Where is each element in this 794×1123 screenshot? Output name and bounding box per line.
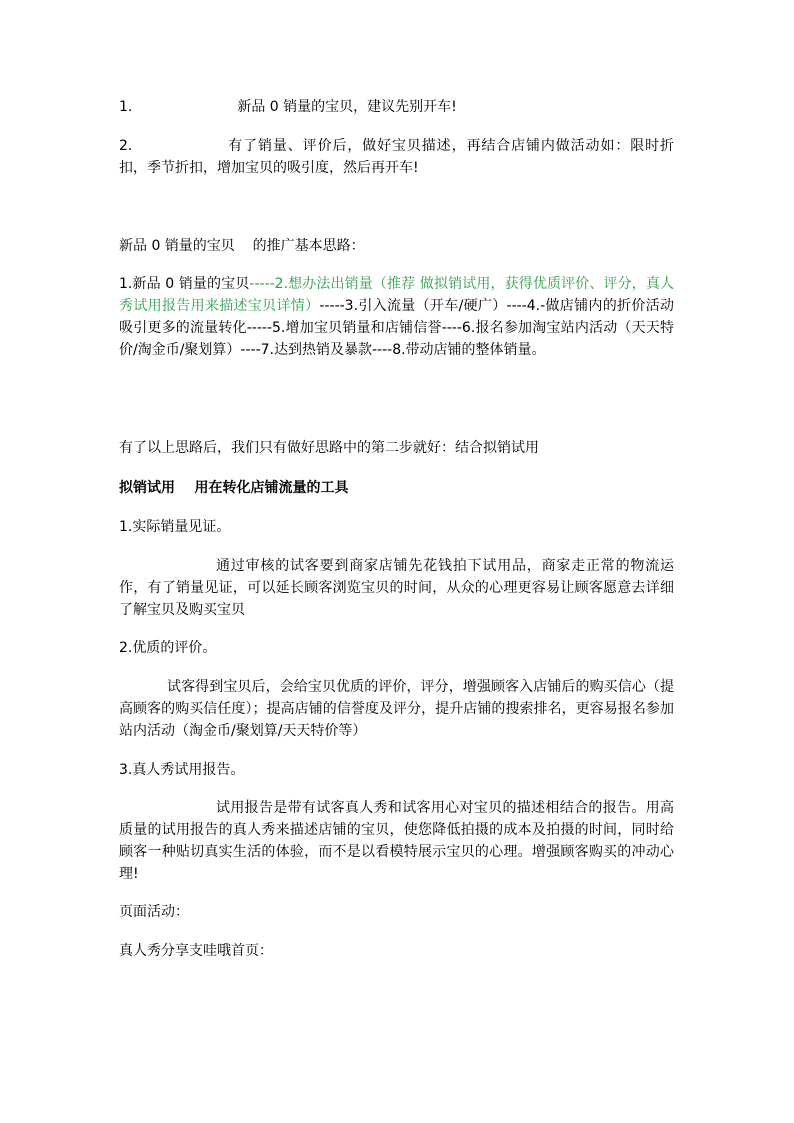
section-1-body: 通过审核的试客要到商家店铺先花钱拍下试用品，商家走正常的物流运作，有了销量见证，可以延长顾客浏览宝贝的时间，从众的心理更容易让顾客愿意去详细了解宝贝及购买宝贝 xyxy=(119,558,674,618)
share-home-label: 真人秀分享支哇哦首页： xyxy=(119,943,273,959)
list-item-1 xyxy=(119,96,674,118)
section-1-heading: 1.实际销量见证。 xyxy=(119,519,231,535)
section-2-body: 试客得到宝贝后，会给宝贝优质的评价，评分，增强顾客入店铺后的购买信心（提高顾客的购买信任度）；提高店铺的信誉度及评分，提升店铺的搜索排名，更容易报名参加站内活动（淘金币/聚划算/天天特价等） xyxy=(119,679,674,739)
approach-steps xyxy=(119,273,674,361)
section-3-body: 试用报告是带有试客真人秀和试客用心对宝贝的描述相结合的报告。用高质量的试用报告的真人秀来描述店铺的宝贝，使您降低拍摄的成本及拍摄的时间，同时给顾客一种贴切真实生活的体验，而不是以看模特展示宝贝的心理。增强顾客购买的冲动心理! xyxy=(119,800,674,882)
section-2-heading: 2.优质的评价。 xyxy=(119,640,217,656)
section-3-heading: 3.真人秀试用报告。 xyxy=(119,762,245,778)
step-part-3: -----3.引入流量（开车/硬广）----4.-做店铺内的折价活动吸引更多的流量转化-----5.增加宝贝销量和店铺信誉----6.报名参加淘宝站内活动（天天特价/淘金币/聚划算）----7.达到热销及暴款----8.带动店铺的整体销量。 xyxy=(119,298,674,358)
step-part-2-highlight: -----2.想办法出销量（推荐 做拟销试用，获得优质评价、评分，真人秀试用报告用来描述宝贝详情） xyxy=(119,276,674,314)
list-number: 1. xyxy=(119,99,133,115)
approach-title: 新品 0 销量的宝贝 的推广基本思路： xyxy=(119,238,365,254)
list-item-2 xyxy=(119,135,674,179)
step-part-1: 1.新品 0 销量的宝贝 xyxy=(119,276,250,292)
conclusion-text: 有了以上思路后，我们只有做好思路中的第二步就好：结合拟销试用 xyxy=(119,440,539,456)
tool-heading: 拟销试用 用在转化店铺流量的工具 xyxy=(119,480,349,496)
list-text: 新品 0 销量的宝贝，建议先别开车! xyxy=(237,99,457,115)
page-activity-label: 页面活动： xyxy=(119,904,189,920)
list-text: 有了销量、评价后，做好宝贝描述，再结合店铺内做活动如：限时折扣，季节折扣，增加宝贝的吸引度，然后再开车! xyxy=(119,138,674,176)
list-number: 2. xyxy=(119,138,133,154)
